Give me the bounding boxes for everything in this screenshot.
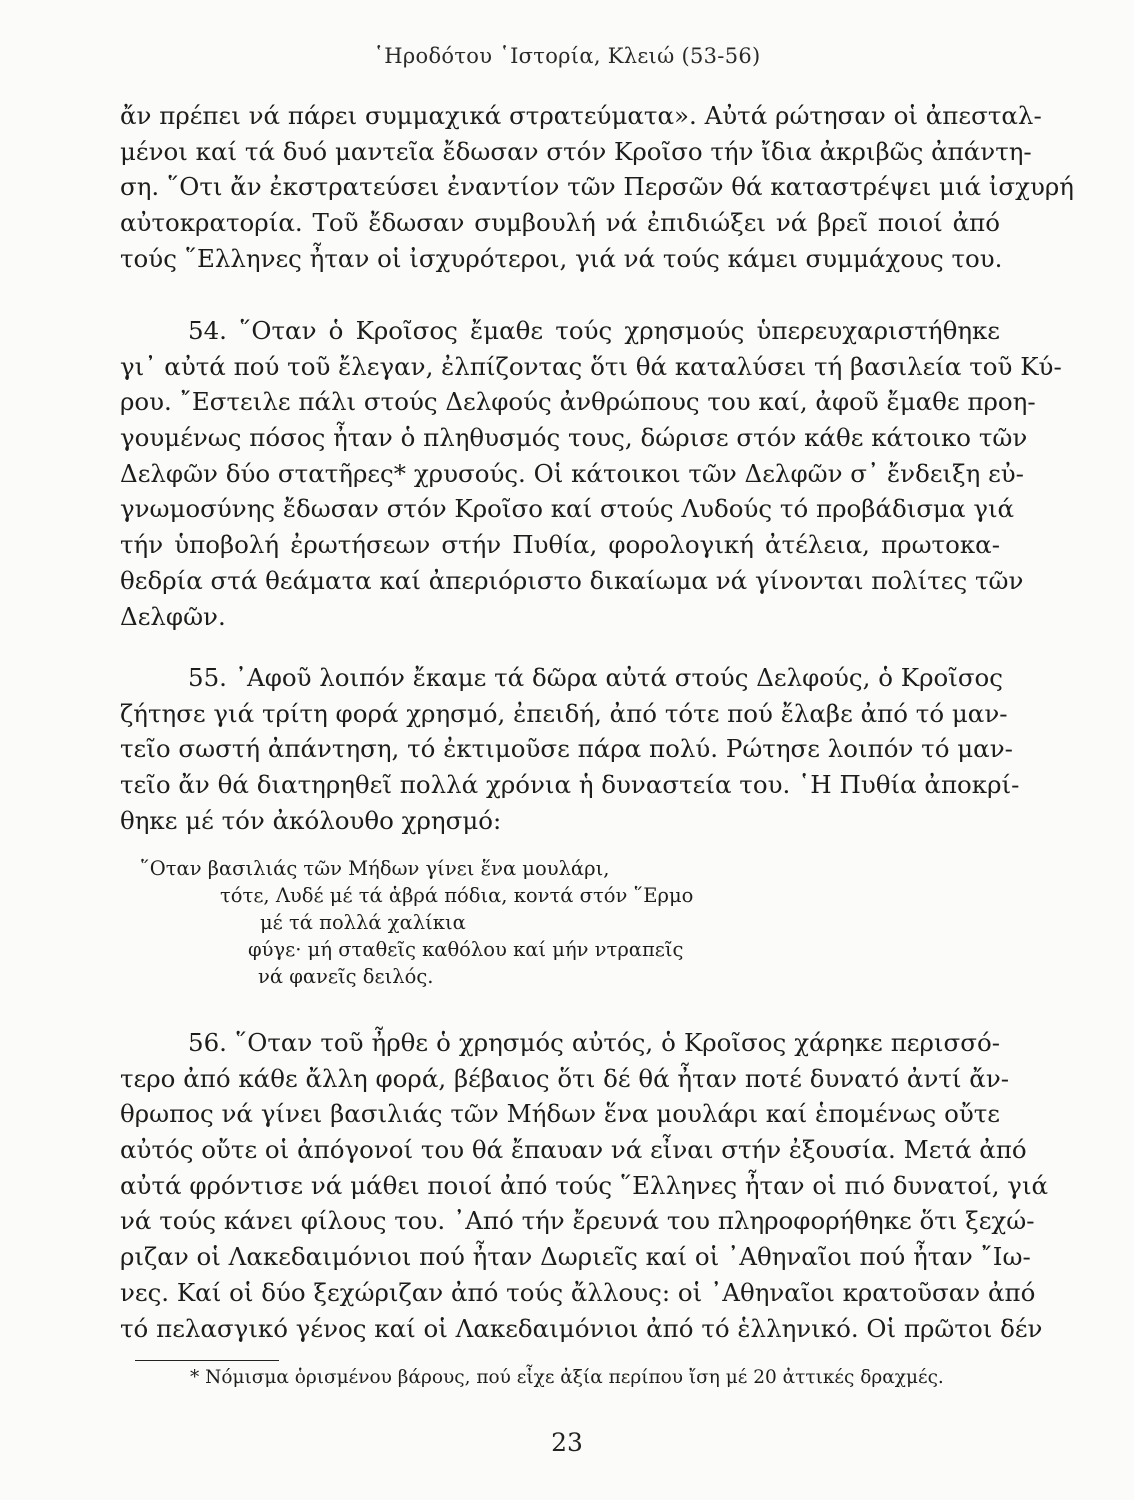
text-line: Δελφῶν δύο στατῆρες* χρυσούς. Οἱ κάτοικοι τῶν Δελφῶν σ᾿ ἔνδειξη εὐ-: [120, 458, 1024, 488]
text-line: αὐτοκρατορία. Τοῦ ἔδωσαν συμβουλή νά ἐπιδιώξει νά βρεῖ ποιοί ἀπό: [120, 208, 1000, 238]
text-line: γι᾿ αὐτά πού τοῦ ἔλεγαν, ἐλπίζοντας ὅτι θά καταλύσει τή βασιλεία τοῦ Κύ-: [120, 351, 1062, 381]
body-text: [120, 98, 1074, 276]
text-line: θρωπος νά γίνει βασιλιάς τῶν Μήδων ἕνα μουλάρι καί ἑπομένως οὔτε: [120, 1099, 1000, 1129]
paragraph-53-end: [120, 98, 1074, 276]
text-line: ση. ῞Οτι ἄν ἐκστρατεύσει ἐναντίον τῶν Περσῶν θά καταστρέψει μιά ἰσχυρή: [120, 172, 1074, 202]
paragraph-56: [120, 1025, 1049, 1346]
text-line: τήν ὑποβολή ἐρωτήσεων στήν Πυθία, φορολογική ἀτέλεια, πρωτοκα-: [120, 530, 1000, 560]
poem-line: ῞Οταν βασιλιάς τῶν Μήδων γίνει ἕνα μουλάρι,: [140, 857, 610, 880]
text-line: γνωμοσύνης ἔδωσαν στόν Κροῖσο καί στούς Λυδούς τό προβάδισμα γιά: [120, 494, 1015, 524]
footnote-divider: [135, 1360, 279, 1361]
paragraph-54: [120, 313, 1062, 634]
text-line: μένοι καί τά δυό μαντεῖα ἔδωσαν στόν Κροῖσο τήν ἴδια ἀκριβῶς ἀπάντη-: [120, 136, 1032, 166]
text-line: ἄν πρέπει νά πάρει συμμαχικά στρατεύματα». Αὐτά ρώτησαν οἱ ἀπεσταλ-: [120, 101, 1042, 130]
poem-line: νά φανεῖς δειλός.: [258, 965, 434, 988]
page-number: 23: [551, 1428, 583, 1457]
text-line: θεδρία στά θεάματα καί ἀπεριόριστο δικαίωμα νά γίνονται πολίτες τῶν: [120, 565, 1024, 595]
paragraph-55: [120, 660, 1020, 838]
text-line: 56. ῞Οταν τοῦ ἦρθε ὁ χρησμός αὐτός, ὁ Κροῖσος χάρηκε περισσό-: [188, 1028, 1000, 1057]
poem-line: φύγε· μή σταθεῖς καθόλου καί μήν ντραπεῖς: [248, 938, 684, 961]
text-line: 54. ῞Οταν ὁ Κροῖσος ἔμαθε τούς χρησμούς ὑπερευχαριστήθηκε: [188, 316, 1000, 345]
text-line: νά τούς κάνει φίλους του. ᾿Από τήν ἔρευνά του πληροφορήθηκε ὅτι ξεχώ-: [120, 1206, 1035, 1236]
text-line: ζήτησε γιά τρίτη φορά χρησμό, ἐπειδή, ἀπό τότε πού ἔλαβε ἀπό τό μαν-: [120, 698, 1008, 728]
text-line: 55. ᾿Αφοῦ λοιπόν ἔκαμε τά δῶρα αὐτά στούς Δελφούς, ὁ Κροῖσος: [188, 663, 1004, 692]
text-line: τούς ῞Ελληνες ἦταν οἱ ἰσχυρότεροι, γιά νά τούς κάμει συμμάχους του.: [120, 243, 1003, 273]
text-line: θηκε μέ τόν ἀκόλουθο χρησμό:: [120, 805, 502, 835]
oracle-poem: [140, 855, 840, 990]
text-line: Δελφῶν.: [120, 601, 226, 631]
poem-line: τότε, Λυδέ μέ τά ἁβρά πόδια, κοντά στόν ῞Ερμο: [220, 884, 694, 907]
text-line: ριζαν οἱ Λακεδαιμόνιοι πού ἦταν Δωριεῖς καί οἱ ᾿Αθηναῖοι πού ἦταν ῎Ιω-: [120, 1242, 1031, 1272]
text-line: αὐτός οὔτε οἱ ἀπόγονοί του θά ἔπαυαν νά εἶναι στήν ἐξουσία. Μετά ἀπό: [120, 1135, 1027, 1165]
text-line: τεῖο σωστή ἀπάντηση, τό ἐκτιμοῦσε πάρα πολύ. Ρώτησε λοιπόν τό μαν-: [120, 734, 1013, 764]
text-line: τό πελασγικό γένος καί οἱ Λακεδαιμόνιοι ἀπό τό ἑλληνικό. Οἱ πρῶτοι δέν: [120, 1313, 1043, 1343]
text-line: γουμένως πόσος ἦταν ὁ πληθυσμός τους, δώρισε στόν κάθε κάτοικο τῶν: [120, 423, 1028, 453]
poem-line: μέ τά πολλά χαλίκια: [260, 911, 466, 934]
text-line: ρου. ῎Εστειλε πάλι στούς Δελφούς ἀνθρώπους του καί, ἀφοῦ ἔμαθε προη-: [120, 387, 1036, 417]
text-line: τερο ἀπό κάθε ἄλλη φορά, βέβαιος ὅτι δέ θά ἦταν ποτέ δυνατό ἀντί ἄν-: [120, 1063, 1010, 1093]
text-line: τεῖο ἄν θά διατηρηθεῖ πολλά χρόνια ἡ δυναστεία του. ῾Η Πυθία ἀποκρί-: [120, 770, 1020, 800]
text-line: νες. Καί οἱ δύο ξεχώριζαν ἀπό τούς ἄλλους: οἱ ᾿Αθηναῖοι κρατοῦσαν ἀπό: [120, 1277, 1036, 1307]
running-header: ῾Ηροδότου ῾Ιστορία, Κλειώ (53-56): [373, 44, 761, 68]
text-line: αὐτά φρόντισε νά μάθει ποιοί ἀπό τούς ῞Ελληνες ἦταν οἱ πιό δυνατοί, γιά: [120, 1170, 1049, 1200]
footnote: * Νόμισμα ὁρισμένου βάρους, πού εἶχε ἀξία περίπου ἴση μέ 20 ἀττικές δραχμές.: [190, 1367, 944, 1388]
